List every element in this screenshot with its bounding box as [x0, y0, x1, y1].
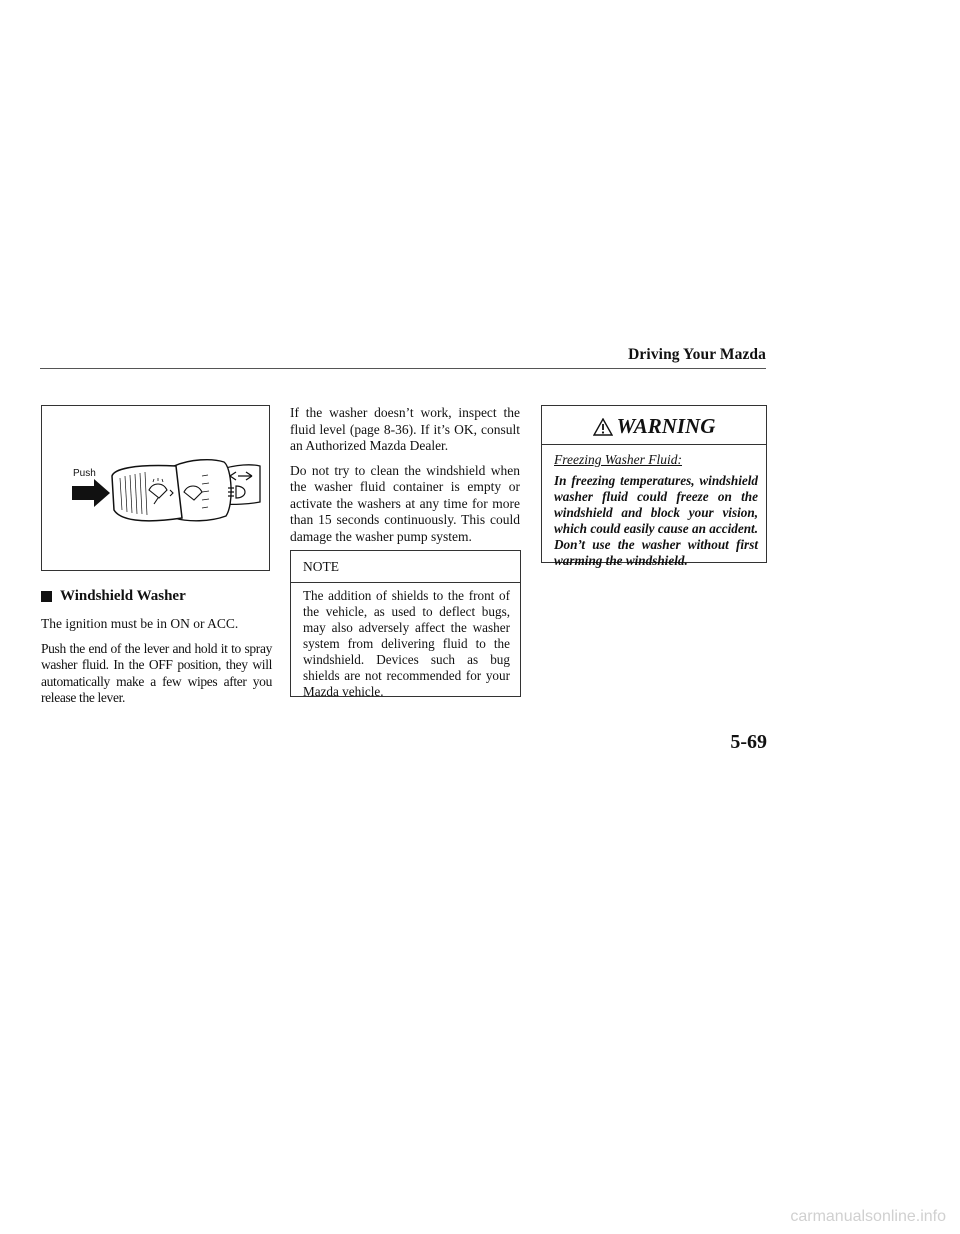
warning-divider	[542, 444, 766, 445]
washer-info-column	[290, 405, 520, 553]
wiper-lever-illustration	[42, 406, 271, 572]
lever-collar	[174, 460, 231, 521]
square-bullet-icon	[41, 591, 52, 602]
push-label: Push	[73, 468, 96, 479]
header-rule	[40, 368, 766, 369]
note-title: NOTE	[303, 559, 339, 574]
note-text: The addition of shields to the front of the vehicle, as used to deflect bugs, may also adversely affect the washer system from delivering fluid to the windshield. Devices such as bug shields are not recommended for your Mazda vehicle.	[303, 588, 510, 699]
warning-box	[541, 405, 767, 568]
warning-triangle-icon	[593, 418, 613, 436]
watermark: carmanualsonline.info	[790, 1208, 946, 1225]
paragraph-do-not-clean: Do not try to clean the windshield when the washer fluid container is empty or activate the washers at any time for more than 15 seconds continuously. This could damage the washer pump system.	[290, 462, 520, 544]
page-number: 5-69	[730, 731, 767, 753]
warning-header	[542, 414, 766, 439]
section-title-text: Windshield Washer	[60, 588, 186, 604]
paragraph-fluid-level: If the washer doesn’t work, inspect the fluid level (page 8-36). If it’s OK, consult an Authorized Mazda Dealer.	[290, 405, 520, 453]
note-box	[290, 550, 521, 697]
warning-label: WARNING	[616, 414, 716, 438]
warning-text: In freezing temperatures, windshield washer fluid could freeze on the windshield and block your vision, which could easily cause an accident. Don’t use the washer without first warming the windshield.	[554, 473, 758, 568]
paragraph-ignition: The ignition must be in ON or ACC.	[41, 616, 239, 631]
section-title-windshield-washer	[41, 588, 272, 605]
windshield-washer-section	[41, 588, 272, 715]
warning-subtitle: Freezing Washer Fluid:	[554, 452, 682, 467]
push-arrow	[72, 479, 110, 507]
section-header: Driving Your Mazda	[628, 346, 766, 363]
note-divider	[291, 582, 520, 583]
wiper-lever-figure	[41, 405, 270, 571]
paragraph-push-lever: Push the end of the lever and hold it to spray washer fluid. In the OFF position, they will automatically make a few wipes after you release the lever.	[41, 640, 272, 705]
